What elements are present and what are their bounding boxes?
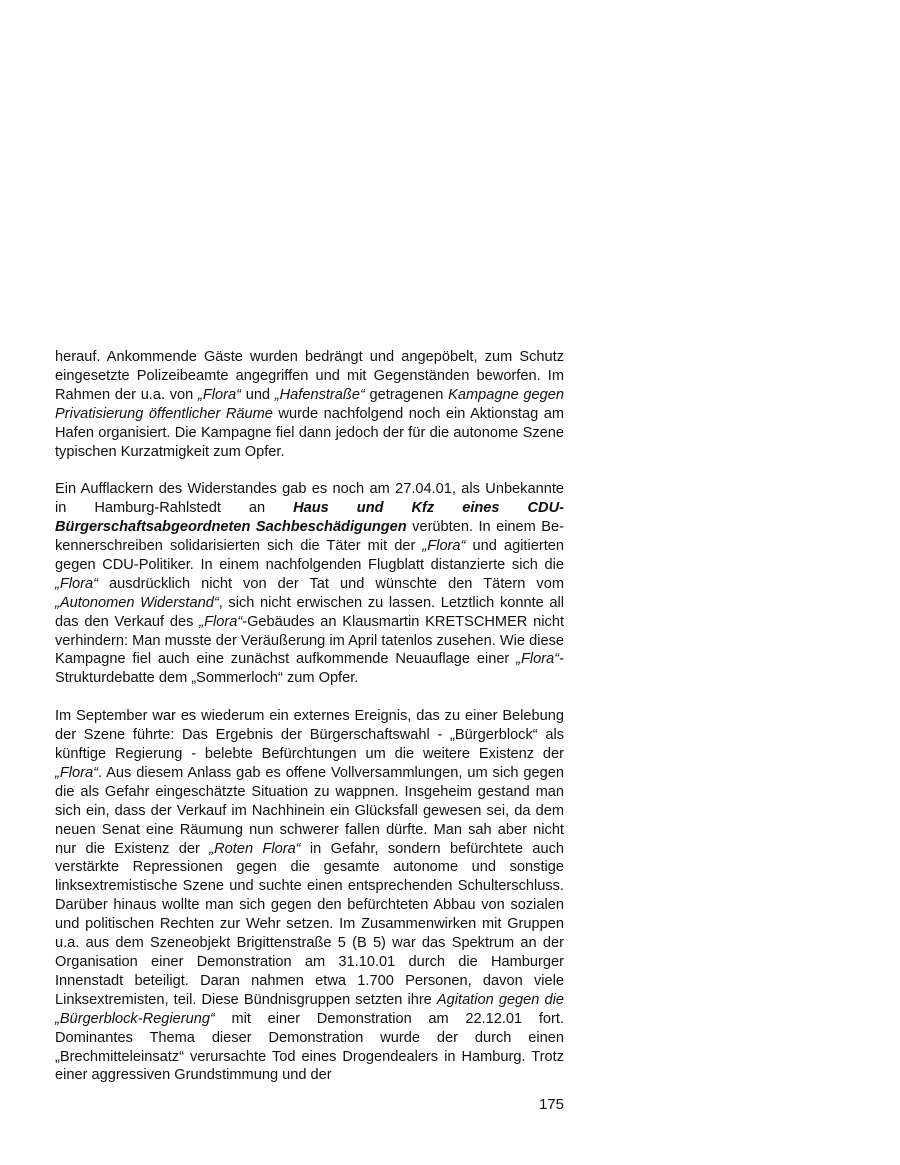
emphasis-text: „Flora“ — [199, 613, 243, 630]
emphasis-text: „Flora“ — [55, 764, 98, 781]
text-run: und agitierten gegen CDU-Politiker. In einem nachfolgenden Flugblatt distanzierte sich die — [55, 538, 564, 573]
text-run: in Gefahr, sondern befürchtete auch verstärkte Repressionen gegen die gesamte autonome und sonstige linksextremistische Szene und suchte einen entsprechenden Schulterschluss. Darüber hinaus wollte man sich gegen den befürchteten Abbau von sozialen und politischen Rechten zur Wehr setzen. Im Zusammenwirken mit Gruppen u.a. aus dem Szeneobjekt Brigittenstraße 5 (B 5) war das Spektrum an der Organisation einer Demonstration am 31.10.01 durch die Hamburger Innenstadt beteiligt. Daran nahmen etwa 1.700 Personen, davon viele Linksextremisten, teil. Diese Bündnisgruppen setzten ihre — [55, 840, 564, 1008]
emphasis-text: „Hafenstraße“ — [274, 386, 365, 403]
paragraph-2 — [55, 480, 564, 688]
page-number: 175 — [538, 1096, 564, 1113]
paragraph-1 — [55, 348, 564, 461]
emphasis-text: „Flora“ — [516, 651, 560, 668]
emphasis-text: Agitation gegen die „Bürgerblock-Regierung“ — [55, 991, 564, 1027]
text-run: Im September war es wiederum ein externes Ereignis, das zu einer Belebung der Szene führte: Das Ergebnis der Bürgerschaftswahl - „Bürgerblock“ als künftige Regierung - belebte Befürchtungen um die weitere Existenz der — [55, 708, 564, 762]
text-run: -Gebäudes an Klausmartin KRETSCHMER nicht verhindern: Man musste der Veräußerung im April tatenlos zusehen. Wie diese Kampagne fiel auch eine zunächst aufkommende Neuauflage einer — [55, 613, 564, 668]
emphasis-text: „Roten Flora“ — [209, 840, 301, 857]
text-run: . Aus diesem Anlass gab es offene Vollversammlungen, um sich gegen die als Gefahr eingeschätzte Situation zu wappnen. Insgeheim gestand man sich ein, dass der Verkauf im Nachhinein ein Glücksfall gewesen sei, da dem neuen Senat eine Räumung nun schwerer fallen dürfte. Man sah aber nicht nur die Existenz der — [55, 764, 564, 857]
text-run: Ein Aufflackern des Widerstandes gab es noch am 27.04.01, als Unbekannte in Hamburg-Rahlstedt an — [55, 481, 564, 517]
emphasis-text: „Flora“ — [422, 538, 466, 555]
emphasis-text: „Autonomen Widerstand“ — [55, 594, 219, 611]
strong-emphasis-text: Haus und Kfz eines CDU-Bürgerschaftsabgeordneten Sachbeschädigungen — [55, 500, 564, 536]
paragraph-3 — [55, 707, 564, 1085]
text-run: herauf. Ankommende Gäste wurden bedrängt und angepöbelt, zum Schutz eingesetzte Polizeibeamte angegriffen und mit Gegenständen beworfen. Im Rahmen der u.a. von — [55, 349, 564, 403]
emphasis-text: „Flora“ — [198, 386, 241, 403]
text-run: mit einer Demonstration am 22.12.01 fort. Dominantes Thema dieser Demonstration wurde der durch einen „Brechmitteleinsatz“ verursachte Tod eines Drogendealers in Hamburg. Trotz einer aggressiven Grundstimmung und der — [55, 1010, 564, 1084]
text-run: verübten. In einem Bekennerschreiben solidarisierten sich die Täter mit der — [55, 519, 564, 555]
text-run: , sich nicht erwischen zu lassen. Letztlich konnte all das den Verkauf des — [55, 594, 565, 630]
text-run: -Strukturdebatte dem „Sommerloch“ zum Opfer. — [55, 651, 564, 687]
emphasis-text: Kampagne gegen Privatisierung öffentlicher Räume — [55, 386, 564, 422]
text-run: und — [240, 386, 275, 403]
text-run: getragenen — [364, 386, 449, 403]
emphasis-text: „Flora“ — [55, 575, 98, 592]
text-run: wurde nachfolgend noch ein Aktionstag am Hafen organisiert. Die Kampagne fiel dann jedoch der für die autonome Szene typischen Kurzatmigkeit zum Opfer. — [55, 405, 565, 460]
body-text — [55, 348, 564, 1104]
text-run: ausdrücklich nicht von der Tat und wünschte den Tätern vom — [97, 575, 564, 592]
